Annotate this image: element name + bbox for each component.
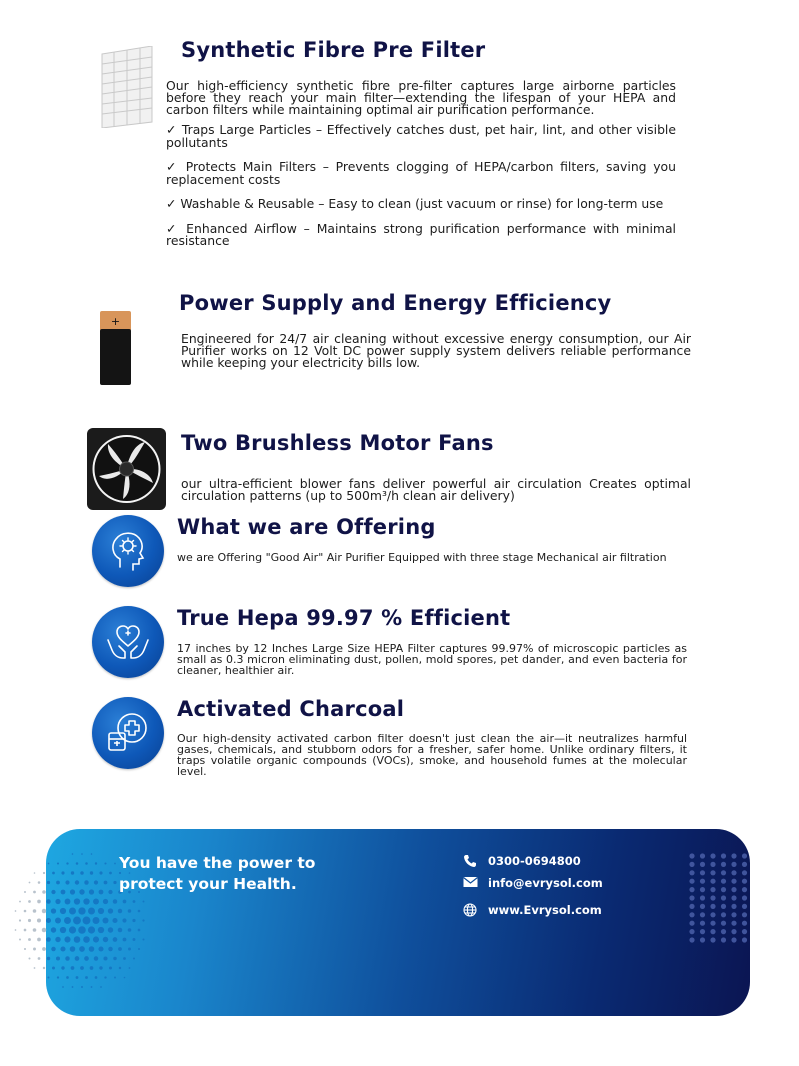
grid-dot [700,879,705,884]
halftone-dot [74,936,81,943]
halftone-dot [71,966,75,970]
halftone-dot [52,967,55,970]
halftone-dot [46,918,51,923]
grid-dot [689,921,694,926]
grid-dot [710,895,715,900]
grid-dot [731,887,736,892]
halftone-dot [24,948,26,950]
halftone-dot [34,872,36,874]
halftone-dot [124,977,126,979]
halftone-dot [29,882,31,884]
halftone-dot [71,871,74,874]
halftone-dot [85,976,88,979]
halftone-dot [119,967,121,969]
halftone-dot [43,967,45,969]
halftone-dot [61,966,64,969]
halftone-dot [143,901,145,903]
grid-dot [731,870,736,875]
halftone-dot [60,908,66,914]
grid-dot [700,921,705,926]
halftone-dot [113,899,118,904]
halftone-dot [76,976,79,979]
halftone-dot [102,917,108,923]
halftone-dot [133,957,135,959]
grid-dot [742,912,747,917]
halftone-dot [138,929,141,932]
halftone-dot [38,881,41,884]
halftone-dot [109,967,112,970]
grid-dot [700,853,705,858]
halftone-dot [84,956,89,961]
medical-cross-icon [92,697,164,769]
halftone-dot [73,917,81,925]
grid-dot [710,887,715,892]
halftone-dot [75,880,79,884]
grid-dot [700,895,705,900]
halftone-dot [113,937,118,942]
grid-dot [689,895,694,900]
grid-dot [689,862,694,867]
halftone-dot [65,880,69,884]
halftone-dot [99,871,102,874]
halftone-dot [24,929,27,932]
halftone-dot [37,938,41,942]
halftone-dot [42,947,46,951]
halftone-dot [138,910,141,913]
halftone-dot [42,890,46,894]
grid-dot [689,937,694,942]
prefilter-intro: Our high-efficiency synthetic fibre pre-filter captures large airborne particles before they reach your main filter—extending the lifespan of your HEPA and carbon filters while maintaining optimal air purification performance. [166,78,676,117]
halftone-dot [89,946,95,952]
halftone-dot [28,938,31,941]
halftone-dot [113,957,116,960]
grid-dot [700,912,705,917]
halftone-dot [42,928,47,933]
halftone-dot [24,910,27,913]
halftone-dot [55,899,60,904]
halftone-dot [93,917,100,924]
halftone-dot [129,967,131,969]
battery-image [100,311,131,385]
halftone-dot [75,956,80,961]
grid-dot [721,921,726,926]
grid-dot [742,904,747,909]
halftone-dot [109,872,112,875]
grid-dot [700,929,705,934]
grid-dot [721,879,726,884]
brain-gear-icon [92,515,164,587]
grid-dot [710,862,715,867]
email-address: info@evrysol.com [488,876,603,890]
halftone-dot [72,853,74,855]
halftone-dot [28,919,31,922]
grid-dot [731,904,736,909]
halftone-dot [118,928,123,933]
halftone-dot [100,986,102,988]
halftone-dot [99,966,102,969]
halftone-dot [104,862,106,864]
hepa-title: True Hepa 99.97 % Efficient [177,606,511,630]
halftone-dot [90,871,93,874]
halftone-dot [60,927,66,933]
grid-dot [731,895,736,900]
halftone-dot [95,976,98,979]
phone-number: 0300-0694800 [488,854,581,868]
grid-dot [721,862,726,867]
grid-dot [689,853,694,858]
grid-dot [721,912,726,917]
halftone-dot [60,946,65,951]
halftone-dot [15,910,17,912]
halftone-dot [91,986,93,988]
halftone-dot [70,946,76,952]
halftone-dot [88,908,95,915]
halftone-dot [104,976,106,978]
halftone-dot [84,880,88,884]
halftone-dot [83,936,90,943]
halftone-dot [33,928,37,932]
halftone-dot [69,926,76,933]
phone-icon [463,854,479,868]
halftone-dot [43,872,45,874]
halftone-dot [118,947,122,951]
halftone-dot [51,908,56,913]
grid-dot [742,853,747,858]
grid-dot [700,870,705,875]
grid-dot [700,904,705,909]
offering-title: What we are Offering [177,515,436,539]
hepa-body: 17 inches by 12 Inches Large Size HEPA Filter captures 99.97% of microscopic particles as small as 0.3 micron eliminating dust, pollen, mold spores, pet dander, and even bacteria for cleaner, healthier air. [177,642,687,677]
halftone-dot [88,926,95,933]
halftone-dot [19,901,21,903]
halftone-dot [61,871,64,874]
grid-dot [721,929,726,934]
halftone-dot [42,909,46,913]
halftone-dot [108,908,113,913]
grid-dot [710,870,715,875]
fans-body: our ultra-efficient blower fans deliver powerful air circulation Creates optimal circulation patterns (up to 500m³/h clean air delivery) [181,476,691,503]
fan-image [87,428,166,510]
halftone-dot [51,927,56,932]
halftone-dot [90,966,94,970]
grid-dot [710,921,715,926]
halftone-dot [34,967,36,969]
mail-icon [463,876,479,890]
charcoal-body: Our high-density activated carbon filter doesn't just clean the air—it neutralizes harmful gases, chemicals, and stubborn odors for a fresher, safer home. Unlike ordinary filters, it traps volatile organic compounds (VOCs), smoke, and household fumes at the molecular level. [177,732,687,778]
bullet-traps: ✓ Traps Large Particles – Effectively catches dust, pet hair, lint, and other visible pollutants [166,122,676,150]
grid-dot [721,895,726,900]
grid-dot [721,870,726,875]
halftone-dot [122,918,126,922]
halftone-dot [66,976,69,979]
halftone-dot [76,862,79,865]
halftone-dot [128,909,132,913]
halftone-dot [80,966,84,970]
grid-dot [742,870,747,875]
halftone-dot [142,938,144,940]
grid-dot [721,904,726,909]
halftone-dot [78,926,86,934]
halftone-dot [108,890,112,894]
halftone-dot [78,907,85,914]
prefilter-bullets [166,124,676,260]
grid-dot [742,929,747,934]
halftone-dot [98,946,103,951]
grid-dot [721,887,726,892]
grid-dot [742,937,747,942]
grid-dot [731,929,736,934]
halftone-dot [28,900,31,903]
charcoal-title: Activated Charcoal [177,697,405,721]
grid-dot [710,937,715,942]
grid-dot [731,879,736,884]
halftone-dot [57,862,59,864]
halftone-dot [81,853,83,855]
halftone-dot [95,862,97,864]
grid-dot [731,921,736,926]
power-title: Power Supply and Energy Efficiency [179,291,612,315]
halftone-dot [98,908,104,914]
halftone-dot [114,977,116,979]
grid-dot [689,912,694,917]
prefilter-title: Synthetic Fibre Pre Filter [181,38,486,62]
grid-dot [742,921,747,926]
halftone-dot [123,957,126,960]
halftone-dot [85,862,88,865]
grid-dot [721,853,726,858]
halftone-dot [33,948,36,951]
halftone-dot [91,853,93,855]
halftone-dot [46,899,50,903]
grid-dot [689,887,694,892]
grid-dot [731,862,736,867]
globe-icon [463,903,479,917]
website-url: www.Evrysol.com [488,903,602,917]
halftone-dot [70,889,75,894]
halftone-dot [51,890,55,894]
halftone-dot [133,900,136,903]
grid-dot [731,937,736,942]
halftone-dot [112,918,117,923]
halftone-dot [56,881,60,885]
halftone-dot [128,948,131,951]
dot-pattern-right [688,852,750,944]
bullet-washable: ✓ Washable & Reusable – Easy to clean (just vacuum or rinse) for long-term use [166,196,664,211]
grid-dot [710,929,715,934]
halftone-dot [113,881,116,884]
halftone-dot [66,862,68,864]
halftone-dot [64,936,70,942]
halftone-dot [114,863,116,865]
footer-tagline: You have the power to protect your Health. [119,854,316,893]
footer-website[interactable] [463,903,602,917]
halftone-dot [38,957,41,960]
svg-text:+: + [110,315,121,328]
halftone-dot [65,956,69,960]
prefilter-image [100,46,154,128]
halftone-dot [69,908,76,915]
halftone-dot [138,948,140,950]
bullet-airflow: ✓ Enhanced Airflow – Maintains strong purification performance with minimal resistance [166,220,676,248]
halftone-dot [80,871,84,875]
halftone-dot [72,986,74,988]
grid-dot [700,862,705,867]
halftone-dot [108,927,113,932]
footer-email[interactable] [463,876,603,890]
halftone-dot [128,928,132,932]
halftone-dot [99,890,104,895]
grid-dot [700,937,705,942]
offering-body: we are Offering "Good Air" Air Purifier Equipped with three stage Mechanical air filtration [177,551,667,564]
halftone-dot [123,938,127,942]
halftone-dot [142,919,144,921]
grid-dot [742,862,747,867]
halftone-dot [103,899,108,904]
halftone-dot [104,881,108,885]
halftone-dot [19,919,21,921]
halftone-dot [65,899,71,905]
halftone-dot [133,938,136,941]
halftone-dot [55,918,61,924]
halftone-dot [94,956,98,960]
halftone-dot [79,889,84,894]
halftone-dot [47,881,50,884]
grid-dot [742,887,747,892]
grid-dot [731,912,736,917]
halftone-dot [108,947,112,951]
halftone-dot [15,929,17,931]
halftone-dot [48,977,50,979]
bullet-protects: ✓ Protects Main Filters – Prevents clogging of HEPA/carbon filters, saving you replacement costs [166,159,676,187]
grid-dot [710,912,715,917]
halftone-dot [52,872,55,875]
halftone-dot [28,957,30,959]
grid-dot [731,853,736,858]
halftone-dot [56,956,60,960]
halftone-dot [61,890,66,895]
grid-dot [742,879,747,884]
halftone-dot [33,909,37,913]
grid-dot [710,853,715,858]
halftone-dot [118,909,122,913]
halftone-dot [93,899,99,905]
hands-heart-icon [92,606,164,678]
halftone-dot [83,898,89,904]
halftone-dot [83,917,91,925]
halftone-dot [79,946,85,952]
halftone-dot [89,889,94,894]
halftone-dot [57,976,59,978]
halftone-dot [64,917,71,924]
grid-dot [689,904,694,909]
halftone-dot [98,927,104,933]
halftone-dot [24,891,26,893]
fans-title: Two Brushless Motor Fans [181,431,494,455]
grid-dot [700,887,705,892]
power-body: Engineered for 24/7 air cleaning without excessive energy consumption, our Air Purifier works on 12 Volt DC power supply system delivers reliable performance while keeping your electricity bills low. [181,331,691,370]
halftone-dot [48,863,50,865]
grid-dot [689,870,694,875]
halftone-dot [94,880,98,884]
halftone-dot [62,986,64,988]
halftone-dot [55,937,60,942]
halftone-dot [37,918,41,922]
grid-dot [721,937,726,942]
grid-dot [689,929,694,934]
halftone-dot [19,939,21,941]
halftone-dot [132,919,135,922]
grid-dot [689,879,694,884]
halftone-dot [74,898,80,904]
halftone-dot [103,937,108,942]
grid-dot [710,904,715,909]
halftone-dot [93,936,99,942]
halftone-dot [103,956,107,960]
halftone-dot [37,900,41,904]
halftone-dot [51,947,55,951]
grid-dot [710,879,715,884]
halftone-dot [46,937,51,942]
halftone-dot [47,957,50,960]
footer-phone[interactable] [463,854,581,868]
halftone-dot [33,891,36,894]
halftone-dot [123,900,127,904]
halftone-dot [81,986,83,988]
grid-dot [742,895,747,900]
